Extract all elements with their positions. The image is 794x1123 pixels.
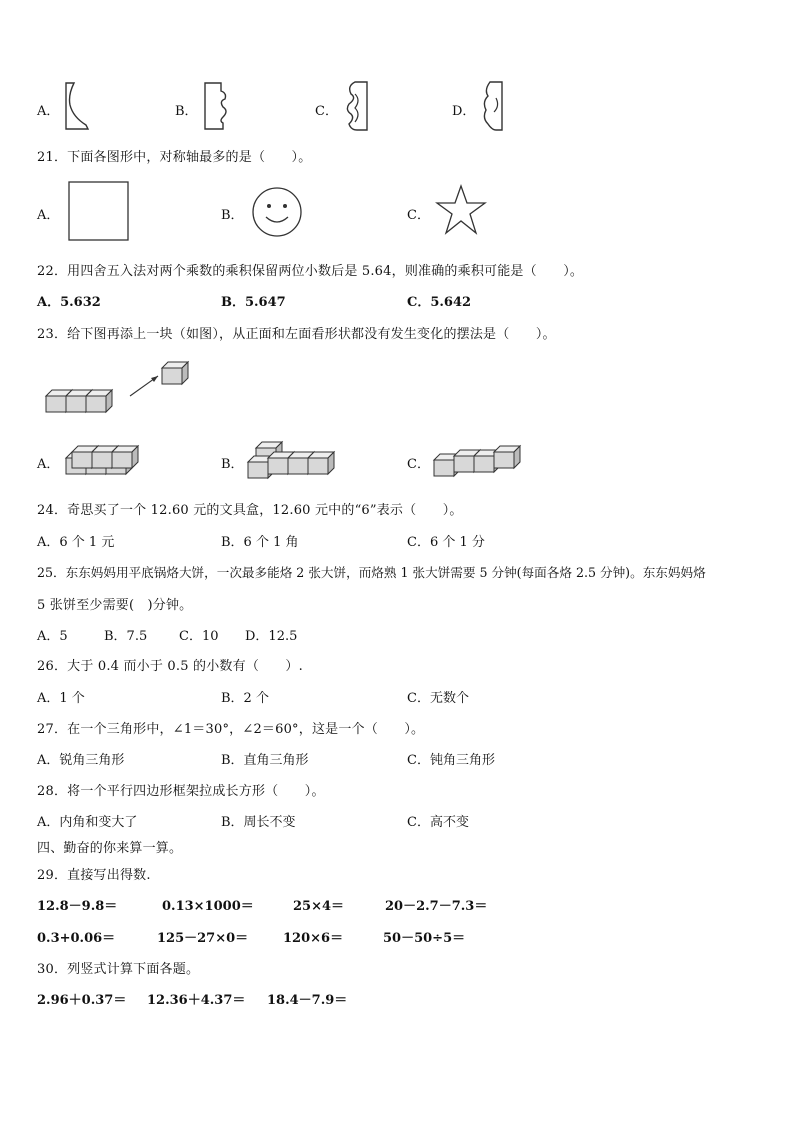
q21-option-c-label: C． (407, 208, 430, 223)
q29-item-7: 120×6＝ (283, 931, 344, 946)
q28-option-b: B．周长不变 (221, 815, 296, 830)
q23-option-b-figure (246, 438, 336, 480)
q20-option-a-figure (64, 81, 94, 131)
q23-option-a-label: A． (37, 457, 60, 472)
q22-option-c: C．5.642 (407, 295, 472, 310)
q24-option-c: C．6 个 1 分 (407, 535, 485, 550)
q29-item-3: 25×4＝ (293, 899, 345, 914)
star-icon (436, 184, 486, 236)
q25-option-b: B．7.5 (104, 629, 148, 644)
q27-option-b: B．直角三角形 (221, 753, 309, 768)
q25-option-c: C．10 (179, 629, 219, 644)
q24-option-b: B．6 个 1 角 (221, 535, 299, 550)
q29-item-1: 12.8－9.8＝ (37, 899, 118, 914)
q20-option-c-figure (343, 80, 373, 132)
q23-option-c-figure (432, 440, 522, 478)
q29-item-8: 50－50÷5＝ (383, 931, 466, 946)
q29-item-2: 0.13×1000＝ (162, 899, 254, 914)
q20-option-d-label: D． (452, 104, 476, 119)
q21-question: 21．下面各图形中，对称轴最多的是（ ）。 (37, 150, 312, 165)
q20-option-c-label: C． (315, 104, 338, 119)
q20-option-b-figure (203, 81, 233, 131)
q25-question-line2: 5 张饼至少需要( )分钟。 (37, 598, 193, 613)
q20-option-a-label: A． (37, 104, 60, 119)
q29-question: 29．直接写出得数. (37, 868, 151, 883)
q23-option-a-figure (64, 440, 148, 476)
section-4-title: 四、勤奋的你来算一算。 (37, 841, 183, 856)
q30-question: 30．列竖式计算下面各题。 (37, 962, 200, 977)
q23-question: 23．给下图再添上一块（如图），从正面和左面看形状都没有发生变化的摆法是（ ）。 (37, 327, 556, 342)
q27-question: 27．在一个三角形中，∠1＝30°，∠2＝60°，这是一个（ ）。 (37, 722, 425, 737)
q27-option-c: C．钝角三角形 (407, 753, 495, 768)
q29-item-4: 20－2.7－7.3＝ (385, 899, 488, 914)
q25-option-d: D．12.5 (245, 629, 298, 644)
square-icon (68, 181, 130, 241)
q25-option-a: A．5 (37, 629, 68, 644)
q30-item-2: 12.36＋4.37＝ (147, 993, 246, 1008)
q27-option-a: A．锐角三角形 (37, 753, 125, 768)
q24-option-a: A．6 个 1 元 (37, 535, 115, 550)
q28-option-c: C．高不变 (407, 815, 469, 830)
q30-item-1: 2.96＋0.37＝ (37, 993, 127, 1008)
q22-option-a: A．5.632 (37, 295, 101, 310)
q23-cube-diagram (44, 360, 194, 416)
q26-option-b: B．2 个 (221, 691, 269, 706)
q29-item-5: 0.3+0.06＝ (37, 931, 116, 946)
q21-option-b-label: B． (221, 208, 244, 223)
q29-item-6: 125－27×0＝ (157, 931, 249, 946)
q20-option-b-label: B． (175, 104, 198, 119)
q22-option-b: B．5.647 (221, 295, 286, 310)
q26-option-c: C．无数个 (407, 691, 469, 706)
q24-question: 24．奇思买了一个 12.60 元的文具盒，12.60 元中的“6”表示（ ）。 (37, 503, 463, 518)
q26-question: 26．大于 0.4 而小于 0.5 的小数有（ ）. (37, 659, 303, 674)
q22-question: 22．用四舍五入法对两个乘数的乘积保留两位小数后是 5.64，则准确的乘积可能是（ ）。 (37, 264, 584, 279)
q21-option-a-label: A． (37, 208, 60, 223)
q28-question: 28．将一个平行四边形框架拉成长方形（ ）。 (37, 784, 325, 799)
q20-option-d-figure (478, 80, 508, 132)
q26-option-a: A．1 个 (37, 691, 85, 706)
q23-option-b-label: B． (221, 457, 244, 472)
smiley-face-icon (251, 186, 303, 238)
q23-option-c-label: C． (407, 457, 430, 472)
q28-option-a: A．内角和变大了 (37, 815, 138, 830)
q25-question-line1: 25．东东妈妈用平底锅烙大饼，一次最多能烙 2 张大饼，而烙熟 1 张大饼需要 5 分钟(每面各烙 2.5 分钟)。东东妈妈烙 (37, 565, 706, 580)
q30-item-3: 18.4－7.9＝ (267, 993, 348, 1008)
